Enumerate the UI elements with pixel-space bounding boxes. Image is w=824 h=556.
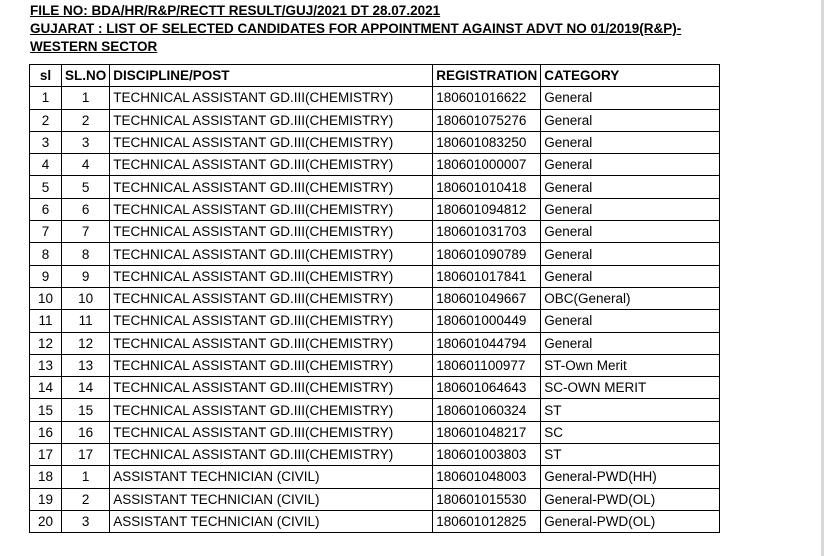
cell-category: General-PWD(OL) (541, 488, 720, 510)
cell-discipline: TECHNICAL ASSISTANT GD.III(CHEMISTRY) (110, 109, 433, 131)
table-header-row (30, 65, 720, 87)
cell-registration: 180601090789 (433, 243, 541, 265)
cell-slno: 14 (62, 377, 110, 399)
cell-discipline: TECHNICAL ASSISTANT GD.III(CHEMISTRY) (110, 421, 433, 443)
cell-discipline: TECHNICAL ASSISTANT GD.III(CHEMISTRY) (110, 198, 433, 220)
cell-slno: 5 (62, 176, 110, 198)
cell-slno: 7 (62, 221, 110, 243)
cell-sl: 15 (30, 399, 62, 421)
column-header-category: CATEGORY (541, 65, 720, 87)
cell-slno: 15 (62, 399, 110, 421)
cell-registration: 180601010418 (433, 176, 541, 198)
cell-registration: 180601048217 (433, 421, 541, 443)
cell-slno: 2 (62, 109, 110, 131)
cell-registration: 180601094812 (433, 198, 541, 220)
cell-discipline: TECHNICAL ASSISTANT GD.III(CHEMISTRY) (110, 221, 433, 243)
cell-slno: 3 (62, 131, 110, 153)
cell-sl: 18 (30, 466, 62, 488)
cell-discipline: TECHNICAL ASSISTANT GD.III(CHEMISTRY) (110, 399, 433, 421)
cell-registration: 180601000007 (433, 154, 541, 176)
cell-discipline: TECHNICAL ASSISTANT GD.III(CHEMISTRY) (110, 154, 433, 176)
table-row (30, 131, 720, 153)
cell-category: General (541, 154, 720, 176)
cell-category: General (541, 243, 720, 265)
table-row (30, 510, 720, 532)
cell-registration: 180601049667 (433, 287, 541, 309)
cell-sl: 6 (30, 198, 62, 220)
table-row (30, 377, 720, 399)
cell-registration: 180601000449 (433, 310, 541, 332)
cell-registration: 180601060324 (433, 399, 541, 421)
cell-category: General (541, 131, 720, 153)
cell-registration: 180601044794 (433, 332, 541, 354)
cell-slno: 9 (62, 265, 110, 287)
cell-category: General (541, 198, 720, 220)
cell-discipline: ASSISTANT TECHNICIAN (CIVIL) (110, 488, 433, 510)
cell-sl: 11 (30, 310, 62, 332)
cell-sl: 17 (30, 444, 62, 466)
table-row (30, 310, 720, 332)
cell-slno: 11 (62, 310, 110, 332)
cell-sl: 8 (30, 243, 62, 265)
cell-category: ST (541, 399, 720, 421)
cell-category: General (541, 332, 720, 354)
cell-sl: 3 (30, 131, 62, 153)
cell-slno: 2 (62, 488, 110, 510)
cell-sl: 5 (30, 176, 62, 198)
cell-discipline: TECHNICAL ASSISTANT GD.III(CHEMISTRY) (110, 287, 433, 309)
cell-discipline: TECHNICAL ASSISTANT GD.III(CHEMISTRY) (110, 354, 433, 376)
cell-discipline: TECHNICAL ASSISTANT GD.III(CHEMISTRY) (110, 265, 433, 287)
table-row (30, 421, 720, 443)
cell-registration: 180601083250 (433, 131, 541, 153)
cell-sl: 20 (30, 510, 62, 532)
table-body (30, 87, 720, 533)
cell-sl: 10 (30, 287, 62, 309)
cell-category: General (541, 310, 720, 332)
cell-registration: 180601064643 (433, 377, 541, 399)
cell-sl: 14 (30, 377, 62, 399)
column-header-slno: SL.NO (62, 65, 110, 87)
cell-registration: 180601003803 (433, 444, 541, 466)
cell-discipline: TECHNICAL ASSISTANT GD.III(CHEMISTRY) (110, 176, 433, 198)
cell-registration: 180601031703 (433, 221, 541, 243)
table-row (30, 221, 720, 243)
table-row (30, 444, 720, 466)
cell-slno: 16 (62, 421, 110, 443)
cell-sl: 9 (30, 265, 62, 287)
cell-category: ST-Own Merit (541, 354, 720, 376)
cell-sl: 7 (30, 221, 62, 243)
cell-slno: 8 (62, 243, 110, 265)
cell-category: General-PWD(HH) (541, 466, 720, 488)
table-row (30, 176, 720, 198)
column-header-sl: sl (30, 65, 62, 87)
cell-sl: 13 (30, 354, 62, 376)
document-header (30, 2, 750, 56)
cell-registration: 180601075276 (433, 109, 541, 131)
cell-sl: 12 (30, 332, 62, 354)
table-row (30, 354, 720, 376)
cell-discipline: TECHNICAL ASSISTANT GD.III(CHEMISTRY) (110, 444, 433, 466)
column-header-discipline: DISCIPLINE/POST (110, 65, 433, 87)
cell-category: SC-OWN MERIT (541, 377, 720, 399)
cell-category: ST (541, 444, 720, 466)
cell-slno: 1 (62, 466, 110, 488)
cell-slno: 10 (62, 287, 110, 309)
cell-registration: 180601048003 (433, 466, 541, 488)
table-row (30, 466, 720, 488)
table-row (30, 399, 720, 421)
cell-registration: 180601015530 (433, 488, 541, 510)
table-row (30, 87, 720, 109)
cell-slno: 1 (62, 87, 110, 109)
cell-discipline: TECHNICAL ASSISTANT GD.III(CHEMISTRY) (110, 332, 433, 354)
cell-category: General-PWD(OL) (541, 510, 720, 532)
table-row (30, 109, 720, 131)
cell-slno: 4 (62, 154, 110, 176)
list-title-line-2: WESTERN SECTOR (30, 39, 158, 54)
cell-registration: 180601017841 (433, 265, 541, 287)
cell-slno: 13 (62, 354, 110, 376)
table-row (30, 265, 720, 287)
cell-discipline: ASSISTANT TECHNICIAN (CIVIL) (110, 510, 433, 532)
table-row (30, 243, 720, 265)
cell-category: General (541, 221, 720, 243)
cell-registration: 180601100977 (433, 354, 541, 376)
cell-sl: 4 (30, 154, 62, 176)
cell-sl: 1 (30, 87, 62, 109)
selected-candidates-table (29, 64, 720, 533)
cell-discipline: TECHNICAL ASSISTANT GD.III(CHEMISTRY) (110, 87, 433, 109)
cell-category: SC (541, 421, 720, 443)
cell-slno: 3 (62, 510, 110, 532)
table-row (30, 332, 720, 354)
list-title-line-1: GUJARAT : LIST OF SELECTED CANDIDATES FOR APPOINTMENT AGAINST ADVT NO 01/2019(R&P)- (30, 21, 682, 36)
cell-discipline: TECHNICAL ASSISTANT GD.III(CHEMISTRY) (110, 243, 433, 265)
cell-registration: 180601016622 (433, 87, 541, 109)
cell-discipline: ASSISTANT TECHNICIAN (CIVIL) (110, 466, 433, 488)
cell-registration: 180601012825 (433, 510, 541, 532)
file-number: FILE NO: BDA/HR/R&P/RECTT RESULT/GUJ/2021 DT 28.07.2021 (30, 3, 441, 18)
cell-slno: 12 (62, 332, 110, 354)
column-header-registration: REGISTRATION (433, 65, 541, 87)
cell-discipline: TECHNICAL ASSISTANT GD.III(CHEMISTRY) (110, 131, 433, 153)
cell-category: General (541, 265, 720, 287)
cell-category: OBC(General) (541, 287, 720, 309)
table-row (30, 287, 720, 309)
table-row (30, 198, 720, 220)
cell-sl: 16 (30, 421, 62, 443)
cell-slno: 6 (62, 198, 110, 220)
cell-slno: 17 (62, 444, 110, 466)
cell-sl: 19 (30, 488, 62, 510)
cell-discipline: TECHNICAL ASSISTANT GD.III(CHEMISTRY) (110, 377, 433, 399)
table-row (30, 488, 720, 510)
cell-sl: 2 (30, 109, 62, 131)
cell-discipline: TECHNICAL ASSISTANT GD.III(CHEMISTRY) (110, 310, 433, 332)
cell-category: General (541, 176, 720, 198)
cell-category: General (541, 87, 720, 109)
cell-category: General (541, 109, 720, 131)
table-row (30, 154, 720, 176)
